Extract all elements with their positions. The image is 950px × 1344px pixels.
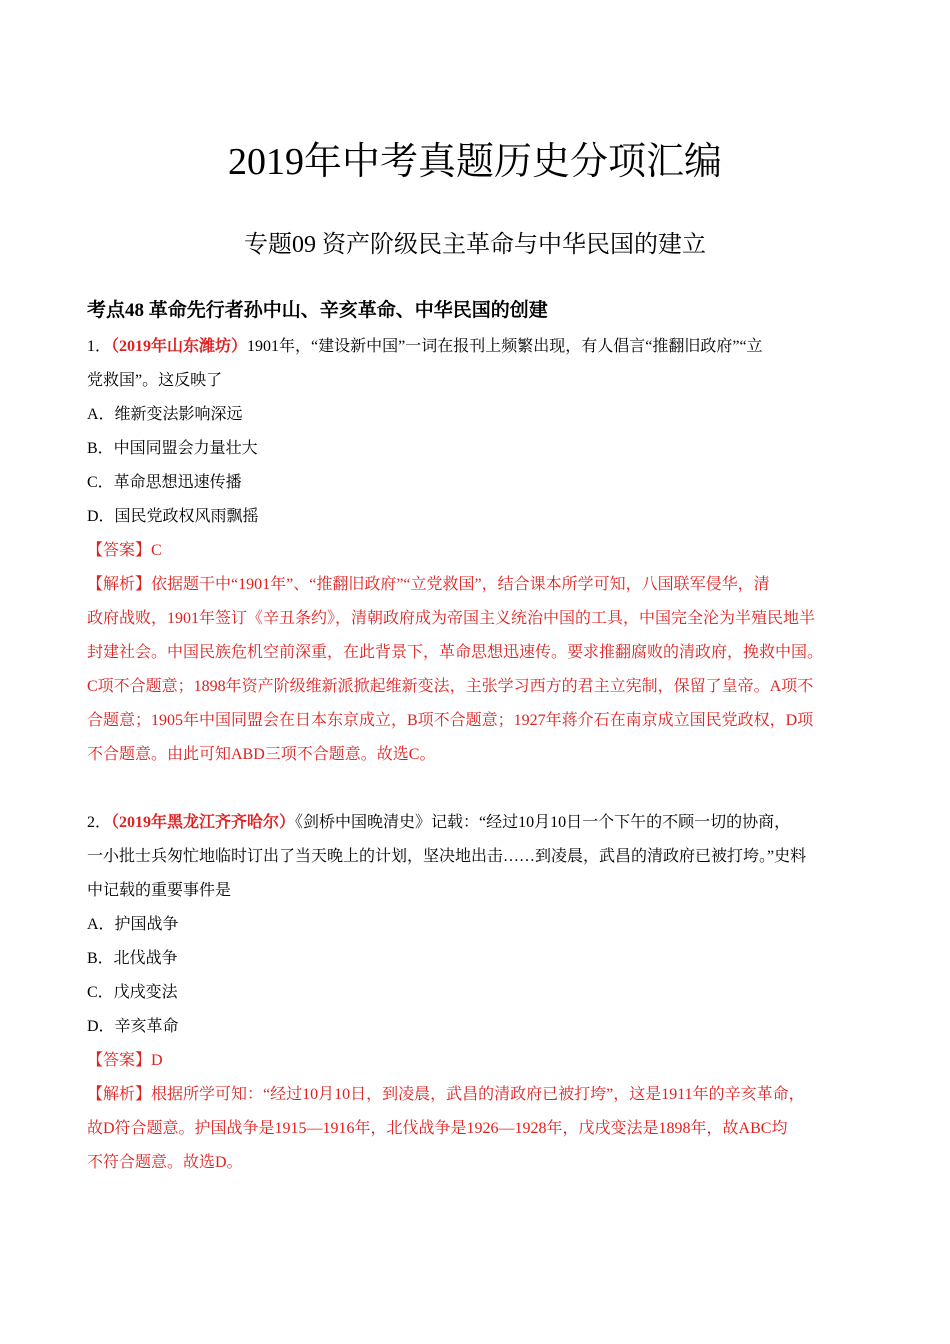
option-b: B．北伐战争 xyxy=(87,950,178,967)
option-d: D．辛亥革命 xyxy=(87,1018,179,1035)
question-stem-continued: 中记载的重要事件是 xyxy=(87,882,232,899)
analysis-line: 合题意；1905年中国同盟会在日本东京成立，B项不合题意；1927年蒋介石在南京成立国民党政权，D项 xyxy=(87,712,814,729)
document-body xyxy=(87,294,865,1180)
question-source: （2019年山东潍坊） xyxy=(111,338,248,355)
analysis-line: 政府战败，1901年签订《辛丑条约》，清朝政府成为帝国主义统治中国的工具，中国完全沦为半殖民地半 xyxy=(87,610,816,627)
analysis-line xyxy=(87,1078,865,1112)
analysis-label: 【解析】 xyxy=(87,576,152,593)
question-stem-continued: 一小批士兵匆忙地临时订出了当天晚上的计划，坚决地出击……到凌晨，武昌的清政府已被打垮。”史料 xyxy=(87,848,807,865)
analysis-text: 依据题干中“1901年”、“推翻旧政府”“立党救国”，结合课本所学可知，八国联军侵华，清 xyxy=(151,576,770,593)
answer-line xyxy=(87,1044,865,1078)
question-number: 2． xyxy=(87,814,112,831)
question-stem xyxy=(87,330,865,364)
question-stem xyxy=(87,806,865,840)
option-b: B．中国同盟会力量壮大 xyxy=(87,440,258,457)
option-d: D．国民党政权风雨飘摇 xyxy=(87,508,259,525)
question-2 xyxy=(87,806,865,1180)
analysis-line: 不符合题意。故选D。 xyxy=(87,1154,243,1171)
question-number: 1． xyxy=(87,338,112,355)
analysis-line xyxy=(87,568,865,602)
document-subtitle: 专题09 资产阶级民主革命与中华民国的建立 xyxy=(244,232,706,258)
answer-value: D xyxy=(151,1052,163,1069)
question-1 xyxy=(87,330,865,772)
spacer xyxy=(87,772,865,806)
analysis-line: 不合题意。由此可知ABD三项不合题意。故选C。 xyxy=(87,746,436,763)
question-stem-text: 《剑桥中国晚清史》记载：“经过10月10日一个下午的不顾一切的协商， xyxy=(295,814,791,831)
question-stem-text: 1901年，“建设新中国”一词在报刊上频繁出现，有人倡言“推翻旧政府”“立 xyxy=(247,338,763,355)
answer-label: 【答案】 xyxy=(87,542,152,559)
answer-line xyxy=(87,534,865,568)
answer-label: 【答案】 xyxy=(87,1052,152,1069)
option-a: A．护国战争 xyxy=(87,916,179,933)
analysis-label: 【解析】 xyxy=(87,1086,152,1103)
analysis-text: 根据所学可知：“经过10月10日，到凌晨，武昌的清政府已被打垮”，这是1911年的辛亥革命， xyxy=(151,1086,805,1103)
analysis-line: C项不合题意；1898年资产阶级维新派掀起维新变法，主张学习西方的君主立宪制，保留了皇帝。A项不 xyxy=(87,678,814,695)
question-source: （2019年黑龙江齐齐哈尔） xyxy=(111,814,296,831)
answer-value: C xyxy=(151,542,162,559)
option-c: C．戊戌变法 xyxy=(87,984,178,1001)
question-stem-continued: 党救国”。这反映了 xyxy=(87,372,223,389)
analysis-line: 故D符合题意。护国战争是1915—1916年，北伐战争是1926—1928年，戊戌变法是1898年，故ABC均 xyxy=(87,1120,788,1137)
document-title: 2019年中考真题历史分项汇编 xyxy=(227,141,722,183)
section-heading: 考点48 革命先行者孙中山、辛亥革命、中华民国的创建 xyxy=(87,300,548,321)
option-a: A．维新变法影响深远 xyxy=(87,406,243,423)
analysis-line: 封建社会。中国民族危机空前深重，在此背景下，革命思想迅速传。要求推翻腐败的清政府，挽救中国。 xyxy=(87,644,824,661)
option-c: C．革命思想迅速传播 xyxy=(87,474,242,491)
